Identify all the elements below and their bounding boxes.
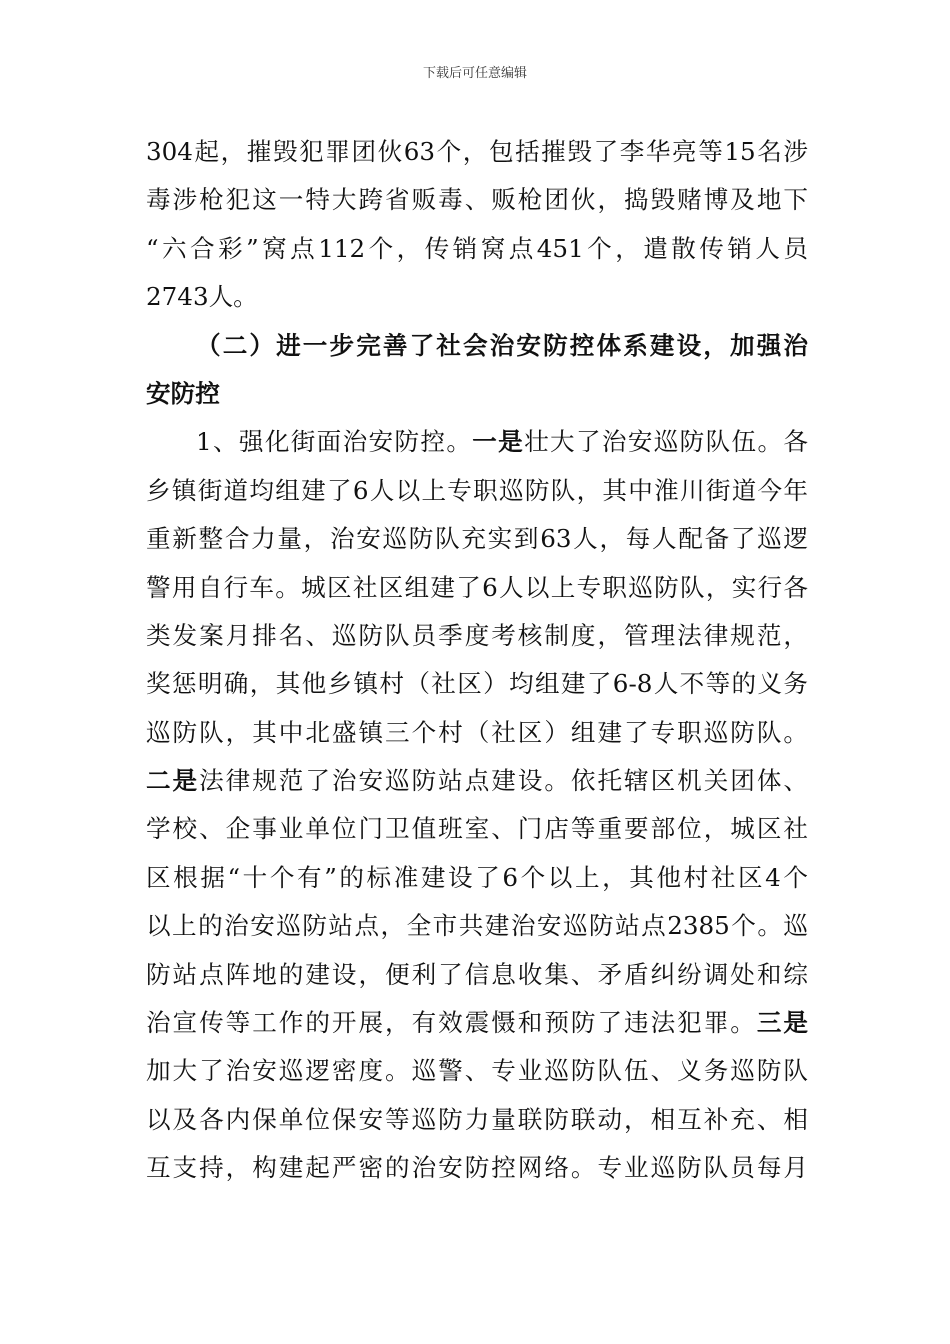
text-run: 法律规范了治安巡防站点建设。依托辖区机关团体、 [199,766,808,796]
paragraph-line: 学校、企事业单位门卫值班室、门店等重要部位，城区社 [146,814,808,844]
paragraph-line [146,999,808,1047]
bold-marker: 二是 [146,766,200,796]
paragraph-line: 巡防队，其中北盛镇三个村（社区）组建了专职巡防队。 [146,717,808,747]
paragraph-line: 互支持，构建起严密的治安防控网络。专业巡防队员每月 [146,1153,808,1183]
paragraph-line: 奖惩明确，其他乡镇村（社区）均组建了6-8人不等的义务 [146,669,808,699]
paragraph-line: 304起，摧毁犯罪团伙63个，包括摧毁了李华亮等15名涉 [146,137,808,166]
bold-marker: 三是 [756,1008,808,1038]
paragraph-line: 警用自行车。城区社区组建了6人以上专职巡防队，实行各 [146,572,808,602]
document-body [146,128,808,1193]
paragraph-line: 防站点阵地的建设，便利了信息收集、矛盾纠纷调处和综 [146,959,808,989]
section-heading: （二）进一步完善了社会治安防控体系建设，加强治 [196,330,808,360]
paragraph-line: 2743人。 [146,282,258,312]
paragraph-line: 加大了治安巡逻密度。巡警、专业巡防队伍、义务巡防队 [146,1056,808,1086]
paragraph-line: 重新整合力量，治安巡防队充实到63人，每人配备了巡逻 [146,524,808,554]
text-run: 壮大了治安巡防队伍。各 [524,427,808,457]
paragraph-line: 区根据“十个有”的标准建设了6个以上，其他村社区4个 [146,862,808,892]
page-header: 下载后可任意编辑 [422,66,527,81]
paragraph-line: 类发案月排名、巡防队员季度考核制度，管理法律规范， [146,620,808,650]
paragraph-line: 以上的治安巡防站点，全市共建治安巡防站点2385个。巡 [146,911,808,941]
paragraph-line: 乡镇街道均组建了6人以上专职巡防队，其中淮川街道今年 [146,475,808,505]
text-run: 治宣传等工作的开展，有效震慑和预防了违法犯罪。 [146,1008,757,1038]
paragraph-line: 以及各内保单位保安等巡防力量联防联动，相互补充、相 [146,1104,808,1134]
section-heading: 安防控 [146,378,220,408]
paragraph-line: “六合彩”窝点112个，传销窝点451个，遣散传销人员 [146,233,808,263]
paragraph-line [146,757,808,805]
paragraph-line [146,418,808,466]
bold-marker: 一是 [472,427,525,457]
paragraph-line: 毒涉枪犯这一特大跨省贩毒、贩枪团伙，捣毁赌博及地下 [146,185,808,215]
text-run: 1、强化街面治安防控。 [196,427,473,457]
